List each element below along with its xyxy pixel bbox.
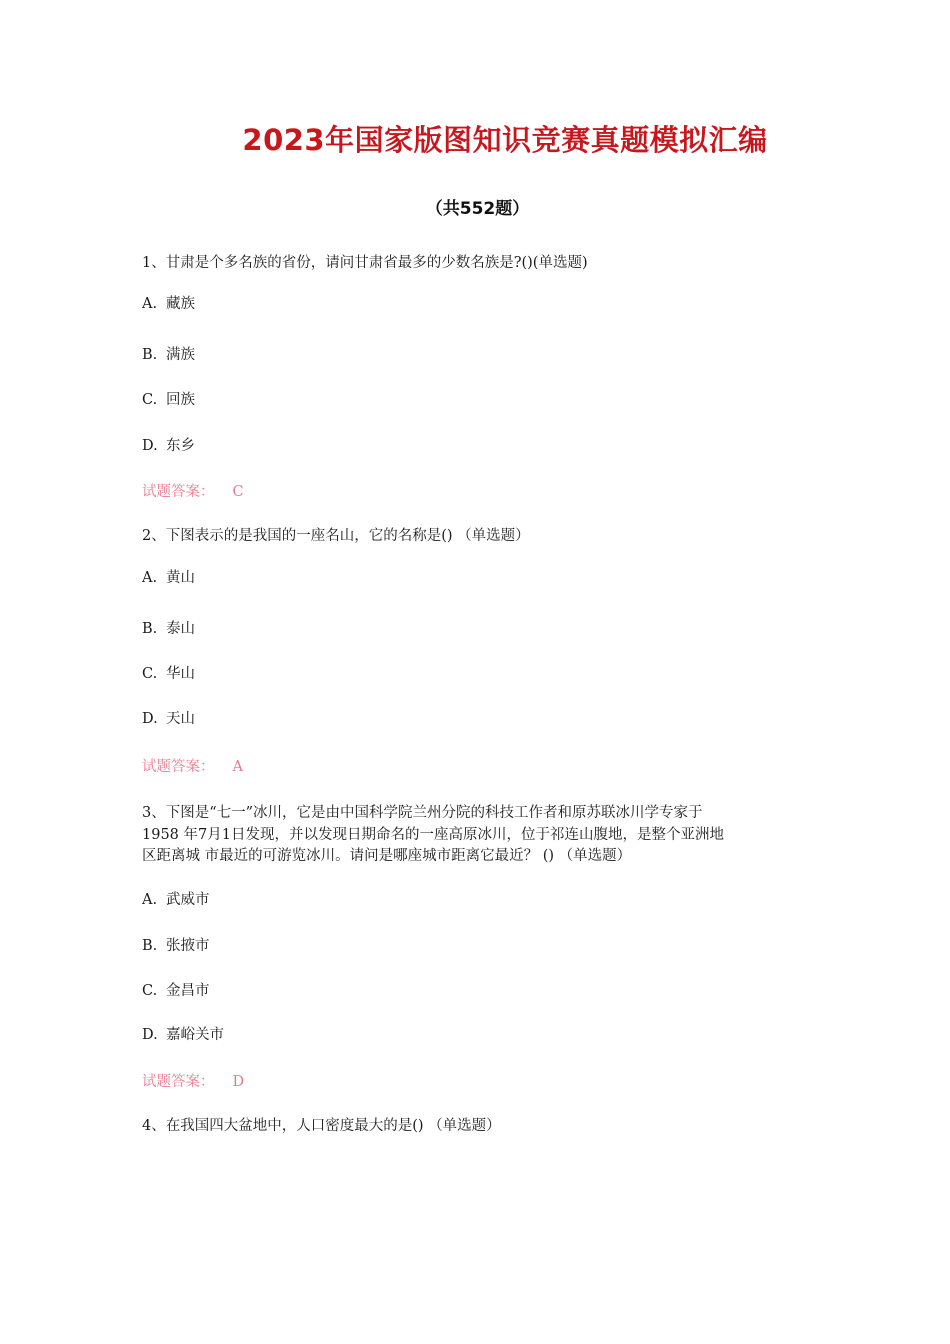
question-1-text: 1、甘肃是个多名族的省份，请问甘肃省最多的少数名族是?()(单选题)	[142, 255, 588, 271]
answer-value: D	[232, 1074, 245, 1090]
option-letter: C.	[142, 983, 158, 999]
question-2-text: 2、下图表示的是我国的一座名山，它的名称是() （单选题）	[142, 528, 530, 544]
question-3-option-a	[142, 889, 210, 911]
option-text: 东乡	[166, 438, 195, 454]
option-letter: B.	[142, 347, 158, 363]
option-text: 华山	[166, 666, 195, 682]
option-text: 满族	[166, 347, 195, 363]
question-2-option-c	[142, 663, 195, 685]
question-1-option-b	[142, 344, 195, 366]
answer-label: 试题答案：	[142, 759, 215, 775]
question-2-answer	[142, 756, 243, 778]
question-3-option-c	[142, 980, 210, 1002]
question-2-option-a	[142, 567, 195, 589]
option-text: 黄山	[166, 570, 195, 586]
option-letter: D.	[142, 1027, 158, 1043]
option-text: 金昌市	[166, 983, 210, 999]
option-letter: C.	[142, 666, 158, 682]
question-1-option-c	[142, 389, 195, 411]
question-1-option-d	[142, 435, 195, 457]
answer-label: 试题答案：	[142, 1074, 215, 1090]
question-3-option-d	[142, 1024, 224, 1046]
document-title: 2023年国家版图知识竞赛真题模拟汇编	[242, 123, 768, 157]
question-3-option-b	[142, 935, 210, 957]
option-text: 回族	[166, 392, 195, 408]
answer-value: C	[232, 484, 244, 500]
document-subtitle: （共552题）	[425, 199, 530, 219]
option-text: 武威市	[166, 892, 210, 908]
option-letter: B.	[142, 938, 158, 954]
option-letter: B.	[142, 621, 158, 637]
option-text: 泰山	[166, 621, 195, 637]
option-letter: D.	[142, 711, 158, 727]
question-3-answer	[142, 1071, 244, 1093]
answer-label: 试题答案：	[142, 484, 215, 500]
answer-value: A	[232, 759, 243, 775]
question-1-answer	[142, 481, 244, 503]
question-2-option-d	[142, 708, 195, 730]
option-text: 藏族	[166, 296, 195, 312]
option-text: 天山	[166, 711, 195, 727]
question-3-text-line-1: 3、下图是“七一”冰川，它是由中国科学院兰州分院的科技工作者和原苏联冰川学专家于	[142, 805, 703, 821]
option-text: 张掖市	[166, 938, 210, 954]
option-text: 嘉峪关市	[166, 1027, 224, 1043]
option-letter: A.	[142, 892, 158, 908]
question-4-text: 4、在我国四大盆地中，人口密度最大的是() （单选题）	[142, 1118, 501, 1134]
question-3-text-line-3: 区距离城 市最近的可游览冰川。请问是哪座城市距离它最近？ () （单选题）	[142, 848, 632, 864]
question-1-option-a	[142, 293, 195, 315]
option-letter: C.	[142, 392, 158, 408]
question-2-option-b	[142, 618, 195, 640]
question-3-text-line-2: 1958 年7月1日发现，并以发现日期命名的一座高原冰川，位于祁连山腹地，是整个亚洲地	[142, 827, 724, 843]
option-letter: A.	[142, 296, 158, 312]
option-letter: A.	[142, 570, 158, 586]
option-letter: D.	[142, 438, 158, 454]
